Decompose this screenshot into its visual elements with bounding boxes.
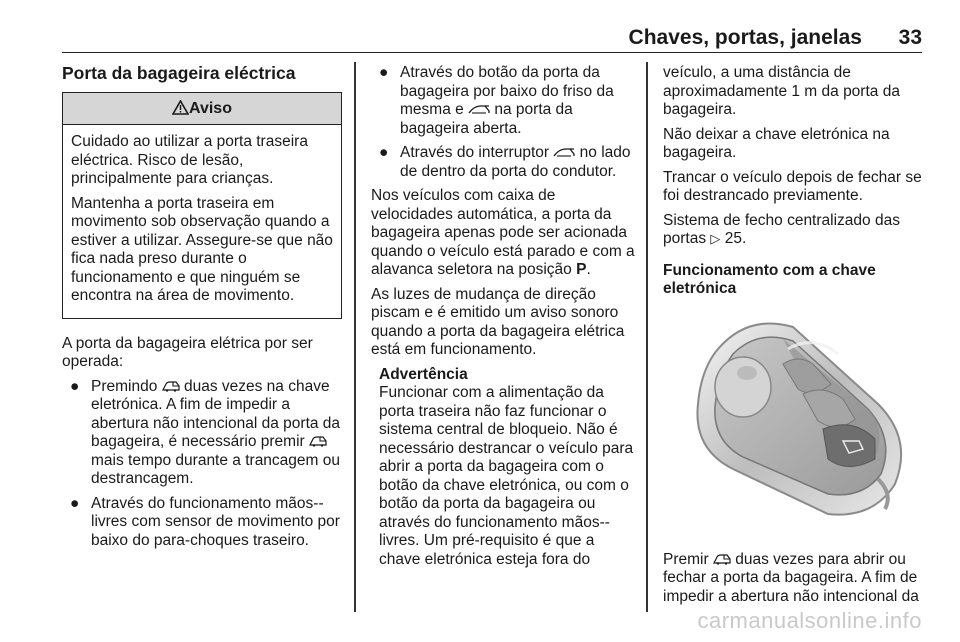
column-2 [371, 64, 637, 569]
list-text: Através do funcionamento mãos--livres com sensor de movimento por baixo do para-choques traseiro. [91, 494, 340, 549]
warning-triangle-icon [172, 100, 189, 115]
electronic-key-illustration [663, 309, 931, 539]
column-1 [62, 64, 342, 556]
operation-list [62, 378, 342, 551]
list-text: duas vezes na chave eletrónica. A fim de impedir a abertura não intencional da porta da bagageira, é necessário premir [91, 377, 341, 450]
operation-list [371, 64, 637, 181]
column-divider [354, 62, 356, 612]
continued-list [663, 64, 928, 206]
warning-body [63, 125, 341, 318]
note-block [371, 366, 637, 570]
bullet-dot: ● [70, 377, 80, 395]
list-text: Através do botão da porta da bagageira por baixo do friso da mesma e [400, 64, 614, 118]
list-item [663, 126, 928, 163]
list-item [371, 144, 637, 181]
tailgate-switch-icon [553, 144, 575, 161]
list-item [62, 378, 342, 489]
list-text: mais tempo durante a trancagem ou destrancagem. [91, 451, 340, 487]
warning-heading [63, 93, 341, 126]
selector-position-p: P [576, 261, 587, 278]
list-text: no lado de dentro da porta do condutor. [400, 144, 631, 180]
section-title: Porta da bagageira eléctrica [62, 63, 296, 83]
page-number: 33 [898, 26, 922, 49]
cross-reference: Sistema de fecho centralizado das portas ▷ 25. [663, 211, 900, 247]
list-item [663, 64, 928, 120]
list-item [62, 495, 342, 551]
tailgate-icon [309, 433, 327, 450]
column-divider [646, 62, 648, 612]
chapter-title: Chaves, portas, janelas [628, 26, 862, 49]
subheading: Funcionamento com a chave eletrónica [663, 261, 876, 297]
tailgate-icon [713, 551, 731, 568]
body-paragraph: As luzes de mudança de direção piscam e é emitido um aviso sonoro quando a porta da bagageira elétrica está em funcionamento. [371, 285, 625, 358]
page-header [62, 26, 922, 53]
bullet-dot: ● [379, 64, 389, 81]
reference-arrow-icon: ▷ [710, 232, 721, 247]
list-text: Através do interruptor [400, 144, 550, 161]
column-3 [663, 64, 928, 612]
tailgate-switch-icon [468, 101, 490, 118]
warning-paragraph: Cuidado ao utilizar a porta traseira eléctrica. Risco de lesão, principalmente para crianças. [71, 133, 308, 187]
bullet-dot: ● [70, 494, 80, 512]
list-text: Trancar o veículo depois de fechar se foi destrancado previamente. [663, 168, 922, 204]
note-title: Advertência [379, 365, 468, 383]
list-item [663, 169, 928, 206]
body-paragraph: Premir duas vezes para abrir ou fechar a porta da bagageira. A fim de impedir a abertura não intencional da [663, 550, 919, 605]
list-text: na porta da bagageira aberta. [400, 101, 573, 137]
warning-paragraph: Mantenha a porta traseira em movimento sob observação quando a estiver a utilizar. Assegure-se que não fica nada preso durante o funcionamento e que ninguém se encontra na área de movimento. [71, 194, 333, 304]
intro-paragraph: A porta da bagageira elétrica por ser operada: [62, 334, 313, 370]
watermark: carmanualsonline.info [697, 608, 922, 633]
note-text: Funcionar com a alimentação da porta traseira não faz funcionar o sistema central de bloqueio. Não é necessário destrancar o veículo para abrir a porta da bagageira com o botão da chave eletrónica, ou com o botão da porta da bagageira ou através do funcionamento mãos--livres. Um pré-requisito é que a chave eletrónica esteja fora do [379, 384, 634, 568]
body-paragraph: Nos veículos com caixa de velocidades automática, a porta da bagageira apenas pode ser acionada quando o veículo está parado e com a alavanca seletora na posição P. [371, 187, 635, 278]
list-text: Premindo [91, 377, 158, 395]
tailgate-icon [162, 378, 180, 395]
list-text: Não deixar a chave eletrónica na bagageira. [663, 125, 890, 161]
list-item [371, 64, 637, 138]
warning-box [62, 92, 342, 319]
list-text: veículo, a uma distância de aproximadamente 1 m da porta da bagageira. [663, 64, 900, 118]
warning-heading-text: Aviso [189, 99, 232, 117]
bullet-dot: ● [379, 144, 389, 161]
